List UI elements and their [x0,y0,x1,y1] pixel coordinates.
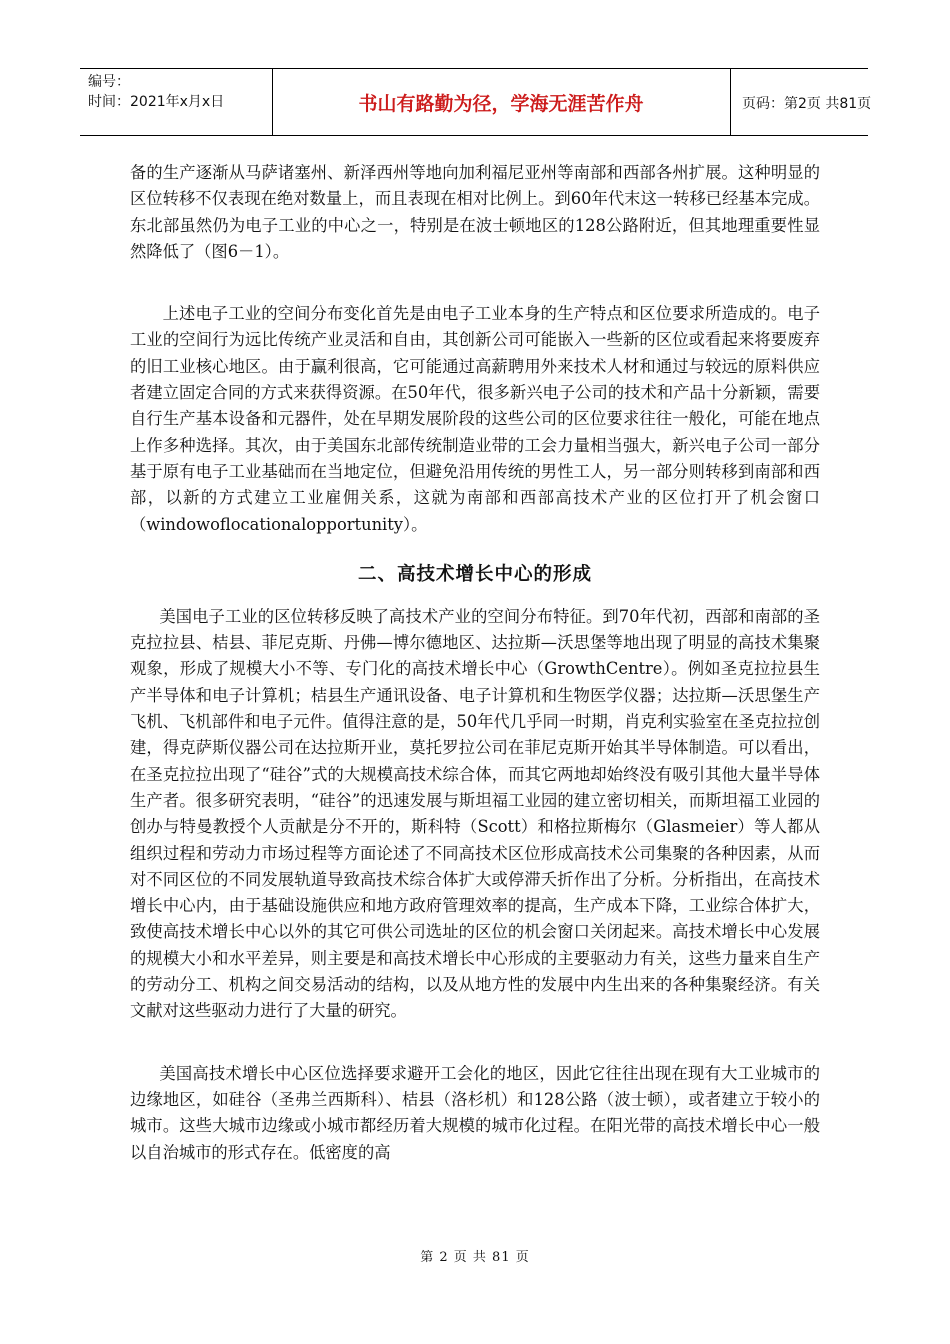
body-paragraph: 备的生产逐渐从马萨诸塞州、新泽西州等地向加利福尼亚州等南部和西部各州扩展。这种明显的区位转移不仅表现在绝对数量上，而且表现在相对比例上。到60年代末这一转移已经基本完成。东北部虽然仍为电子工业的中心之一，特别是在波士顿地区的128公路附近，但其地理重要性显然降低了（图6－1）。 [130,163,820,261]
document-number-label: 编号： [88,74,130,90]
body-paragraph: 美国电子工业的区位转移反映了高技术产业的空间分布特征。到70年代初，西部和南部的圣克拉拉县、桔县、菲尼克斯、丹佛—博尔德地区、达拉斯—沃思堡等地出现了明显的高技术集聚观象，形成了规模大小不等、专门化的高技术增长中心（GrowthCentre）。例如圣克拉拉县生产半导体和电子计算机；桔县生产通讯设备、电子计算机和生物医学仪器；达拉斯—沃思堡生产飞机、飞机部件和电子元件。值得注意的是，50年代几乎同一时期，肖克利实验室在圣克拉拉创建，得克萨斯仪器公司在达拉斯开业，莫托罗拉公司在菲尼克斯开始其半导体制造。可以看出，在圣克拉拉出现了“硅谷”式的大规模高技术综合体，而其它两地却始终没有吸引其他大量半导体生产者。很多研究表明，“硅谷”的迅速发展与斯坦福工业园的建立密切相关，而斯坦福工业园的创办与特曼教授个人贡献是分不开的，斯科特（Scott）和格拉斯梅尔（Glasmeier）等人都从组织过程和劳动力市场过程等方面论述了不同高技术区位形成高技术公司集聚的各种因素，从而对不同区位的不同发展轨道导致高技术综合体扩大或停滞夭折作出了分析。分析指出，在高技术增长中心内，由于基础设施供应和地方政府管理效率的提高，生产成本下降，工业综合体扩大，致使高技术增长中心以外的其它可供公司选址的区位的机会窗口关闭起来。高技术增长中心发展的规模大小和水平差异，则主要是和高技术增长中心形成的主要驱动力有关，这些力量来自生产的劳动分工、机构之间交易活动的结构，以及从地方性的发展中内生出来的各种集聚经济。有关文献对这些驱动力进行了大量的研究。 [130,606,820,1021]
page-header [80,68,872,136]
document-body [130,160,820,1202]
section-heading: 二、高技术增长中心的形成 [357,563,592,585]
header-motto-cell [272,69,731,135]
body-paragraph: 上述电子工业的空间分布变化首先是由电子工业本身的生产特点和区位要求所造成的。电子工业的空间行为远比传统产业灵活和自由，其创新公司可能嵌入一些新的区位或看起来将要废弃的旧工业核心地区。由于赢利很高，它可能通过高薪聘用外来技术人材和通过与较远的原料供应者建立固定合同的方式来获得资源。在50年代，很多新兴电子公司的技术和产品十分新颖，需要自行生产基本设备和元器件，处在早期发展阶段的这些公司的区位要求往往一般化，可能在地点上作多种选择。其次，由于美国东北部传统制造业带的工会力量相当强大，新兴电子公司一部分基于原有电子工业基础而在当地定位，但避免沿用传统的男性工人，另一部分则转移到南部和西部，以新的方式建立工业雇佣关系，这就为南部和西部高技术产业的区位打开了机会窗口（windowoflocationalopportunity）。 [130,304,820,534]
header-page-cell [730,69,872,135]
header-meta-cell [80,69,273,135]
body-paragraph: 美国高技术增长中心区位选择要求避开工会化的地区，因此它往往出现在现有大工业城市的边缘地区，如硅谷（圣弗兰西斯科）、桔县（洛杉机）和128公路（波士顿），或者建立于较小的城市。这些大城市边缘或小城市都经历着大规模的城市化过程。在阳光带的高技术增长中心一般以自治城市的形式存在。低密度的高 [130,1063,820,1162]
page-footer: 第 2 页 共 81 页 [420,1250,530,1265]
header-page-info: 页码：第2页 共81页 [742,96,872,112]
header-motto: 书山有路勤为径，学海无涯苦作舟 [358,93,644,115]
document-time-label: 时间：2021年x月x日 [88,94,225,110]
